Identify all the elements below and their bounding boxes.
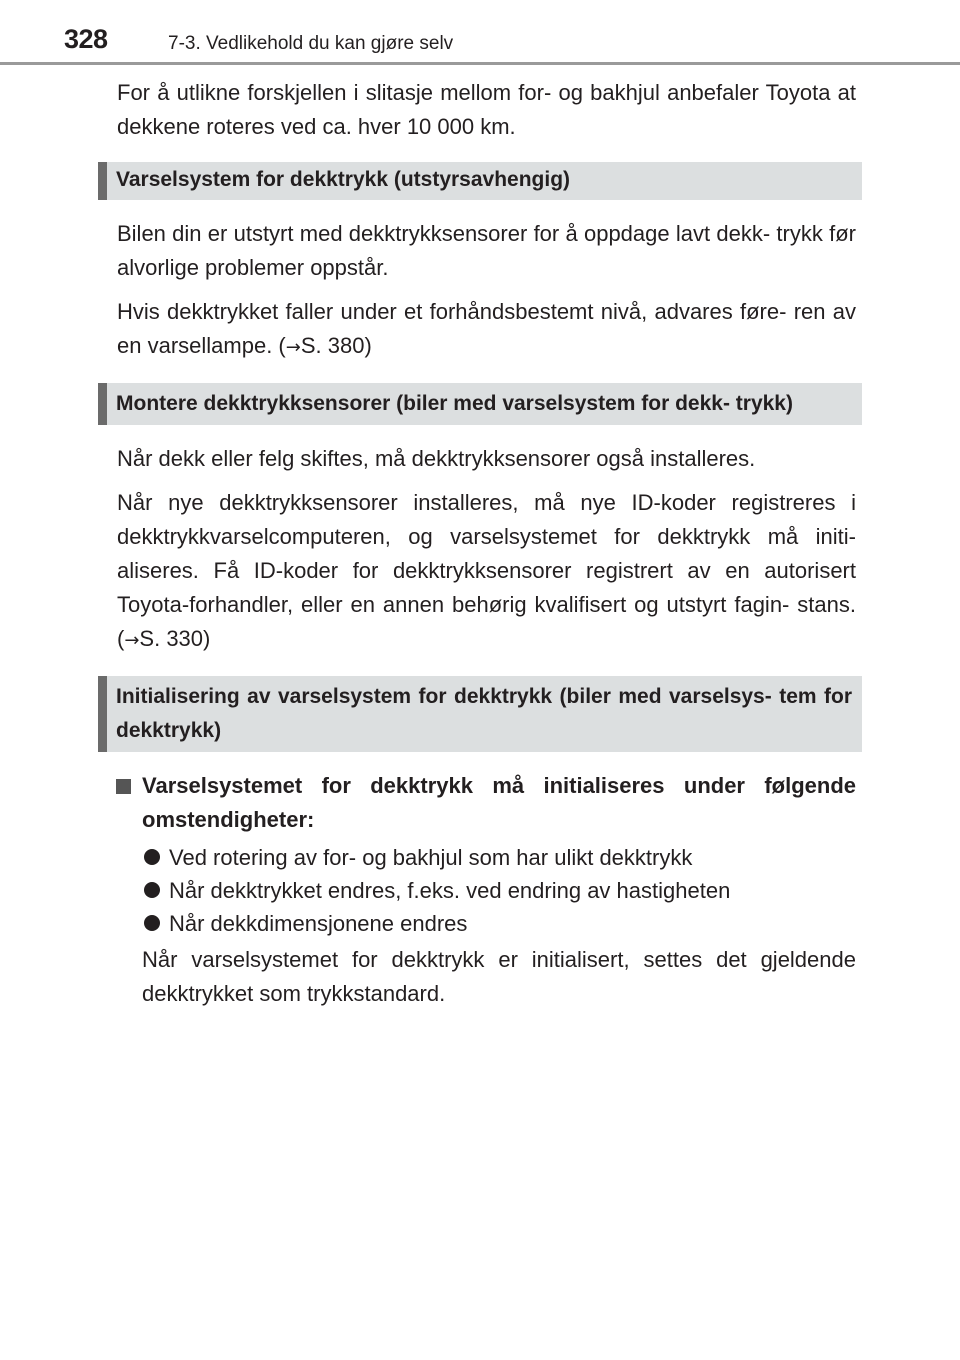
heading-initialization: Initialisering av varselsystem for dekktrykk (biler med varselsys- tem for dekktrykk) (98, 676, 862, 752)
bullet-dot-icon (144, 915, 160, 931)
tpws-paragraph-1: Bilen din er utstyrt med dekktrykksensorer for å oppdage lavt dekk- trykk før alvorlige problemer oppstår. (117, 221, 856, 280)
page-header (0, 0, 960, 60)
list-item (169, 874, 856, 907)
square-bullet-icon (116, 779, 131, 794)
subheading-text: Varselsystemet for dekktrykk må initialiseres under følgende omstendigheter: (142, 773, 856, 832)
heading-install-sensors: Montere dekktrykksensorer (biler med varselsystem for dekk- trykk) (98, 383, 862, 425)
page-number: 328 (64, 24, 108, 54)
closing-paragraph: Når varselsystemet for dekktrykk er initialisert, settes det gjeldende dekktrykket som trykkstandard. (142, 947, 856, 1006)
bullet-dot-icon (144, 882, 160, 898)
list-item-text: Når dekktrykket endres, f.eks. ved endring av hastigheten (169, 878, 731, 903)
list-item-text: Ved rotering av for- og bakhjul som har ulikt dekktrykk (169, 845, 693, 870)
header-rule (0, 62, 960, 65)
tpws-paragraph-2-text: Hvis dekktrykket faller under et forhåndsbestemt nivå, advares føre- ren av en varsellampe. ( (117, 299, 856, 358)
install-paragraph-2-text: Når nye dekktrykksensorer installeres, må nye ID-koder registreres i dekktrykkvarselcomputeren, og varselsystemet for dekktrykk må initi- aliseres. Få ID-koder for dekktrykksensorer registrert av en autorisert Toyota-forhandler, eller en annen behørig kvalifisert og utstyrt fagin- stans. ( (117, 490, 856, 651)
section-title: 7-3. Vedlikehold du kan gjøre selv (168, 33, 454, 54)
list-item (169, 841, 856, 874)
list-item (169, 907, 856, 940)
arrow-icon: → (285, 337, 301, 358)
page-content (0, 76, 960, 1021)
page-reference: S. 380) (300, 333, 372, 358)
bullet-dot-icon (144, 849, 160, 865)
tpws-paragraph-2 (117, 295, 856, 365)
list-item-text: Når dekkdimensjonene endres (169, 911, 468, 936)
page-reference: S. 330) (139, 626, 211, 651)
install-paragraph-1: Når dekk eller felg skiftes, må dekktrykksensorer også installeres. (117, 446, 756, 471)
intro-paragraph: For å utlikne forskjellen i slitasje mellom for- og bakhjul anbefaler Toyota at dekkene roteres ved ca. hver 10 000 km. (117, 80, 856, 139)
install-paragraph-2 (117, 486, 856, 658)
heading-tpws: Varselsystem for dekktrykk (utstyrsavhengig) (98, 162, 862, 200)
subheading-conditions (142, 769, 856, 837)
arrow-icon: → (124, 630, 140, 651)
